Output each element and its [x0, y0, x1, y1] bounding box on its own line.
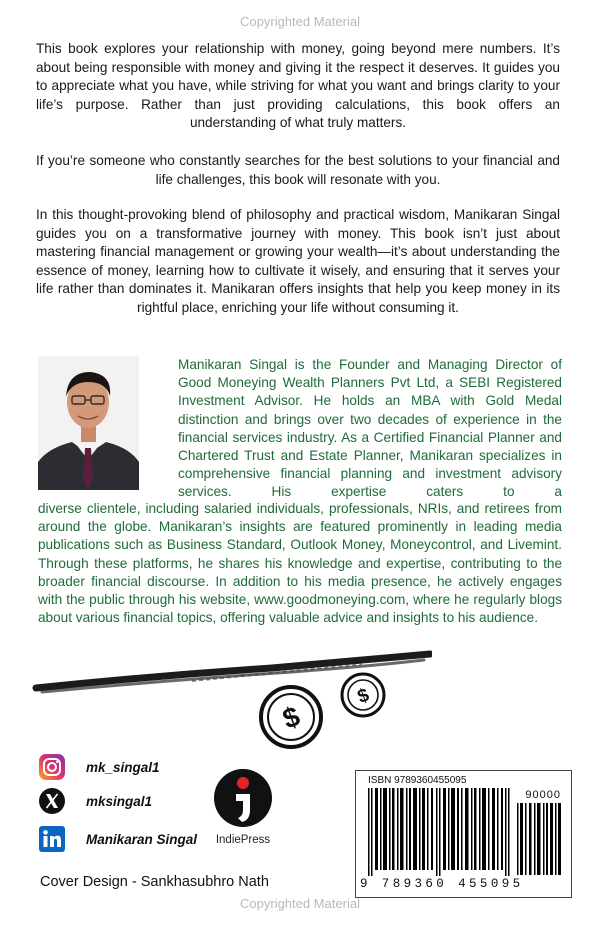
linkedin-icon — [38, 825, 66, 853]
isbn-barcode — [355, 770, 572, 898]
watermark-top: Copyrighted Material — [240, 14, 360, 29]
isbn-label: ISBN 9789360455095 — [368, 775, 467, 786]
barcode-bars — [364, 788, 514, 876]
publisher-name: IndiePress — [215, 834, 271, 846]
instagram-icon — [38, 753, 66, 781]
intro-paragraph: This book explores your relationship with money, going beyond mere numbers. It’s about being responsible with money and giving it the respect it deserves. It guides you to appreciate what you have, while striving for what you want and brings clarity to your life’s purpose. Rather than just providing calculations, this book offers an understanding of what truly matters. — [36, 41, 560, 131]
x-row[interactable] — [38, 786, 152, 816]
instagram-handle: mk_singal1 — [86, 759, 160, 775]
price-barcode-bars — [516, 803, 564, 875]
summary-paragraph: In this thought-provoking blend of philosophy and practical wisdom, Manikaran Singal guides you on a transformative journey with money. This book isn’t just about mastering financial management or growing your wealth—it’s about understanding the essence of money, learning how to cultivate it wisely, and ensuring that it serves your life rather than dominates it. Manikaran offers insights that help you keep money in its rightful place, enriching your life without consuming it. — [36, 207, 560, 315]
watermark-bottom: Copyrighted Material — [240, 896, 360, 911]
price-code: 90000 — [525, 789, 561, 801]
isbn-digits: 9 789360 455095 — [360, 877, 524, 891]
small-coin-icon — [340, 672, 386, 718]
linkedin-name: Manikaran Singal — [86, 831, 198, 847]
audience-paragraph: If you’re someone who constantly searches for the best solutions to your financial and life challenges, this book will resonate with you. — [36, 153, 560, 187]
x-handle: mksingal1 — [86, 793, 153, 809]
x-logo-icon — [38, 787, 66, 815]
coin-icon — [258, 684, 324, 750]
author-bio-part1: Manikaran Singal is the Founder and Managing Director of Good Moneying Wealth Planners Pvt Ltd, a SEBI Registered Investment Advisor. He holds an MBA with Gold Medal distinction and brings over two decades of experience in the financial services industry. As a Certified Financial Planner and Chartered Trust and Estate Planner, Manikaran specializes in comprehensive financial planning and investment advisory services. His expertise caters to a — [178, 357, 562, 500]
author-photo — [38, 356, 139, 490]
linkedin-row[interactable] — [38, 824, 197, 854]
svg-text:$: $ — [278, 700, 304, 735]
author-bio-part2: diverse clientele, including salaried individuals, professionals, NRIs, and retirees from around the globe. Manikaran’s insights are featured prominently in leading media publications such as Business Standard, Outlook Money, Moneycontrol, and Livemint. Through these platforms, he shares his knowledge and expertise, contributing to the broader financial discourse. In addition to his media presence, he actively engages with the public through his website, www.goodmoneying.com, where he regularly blogs about various financial topics, offering valuable advice and insights to his audience. — [38, 501, 562, 626]
cover-design-credit: Cover Design - Sankhasubhro Nath — [40, 874, 269, 890]
svg-text:$: $ — [354, 684, 373, 709]
instagram-row[interactable] — [38, 752, 160, 782]
